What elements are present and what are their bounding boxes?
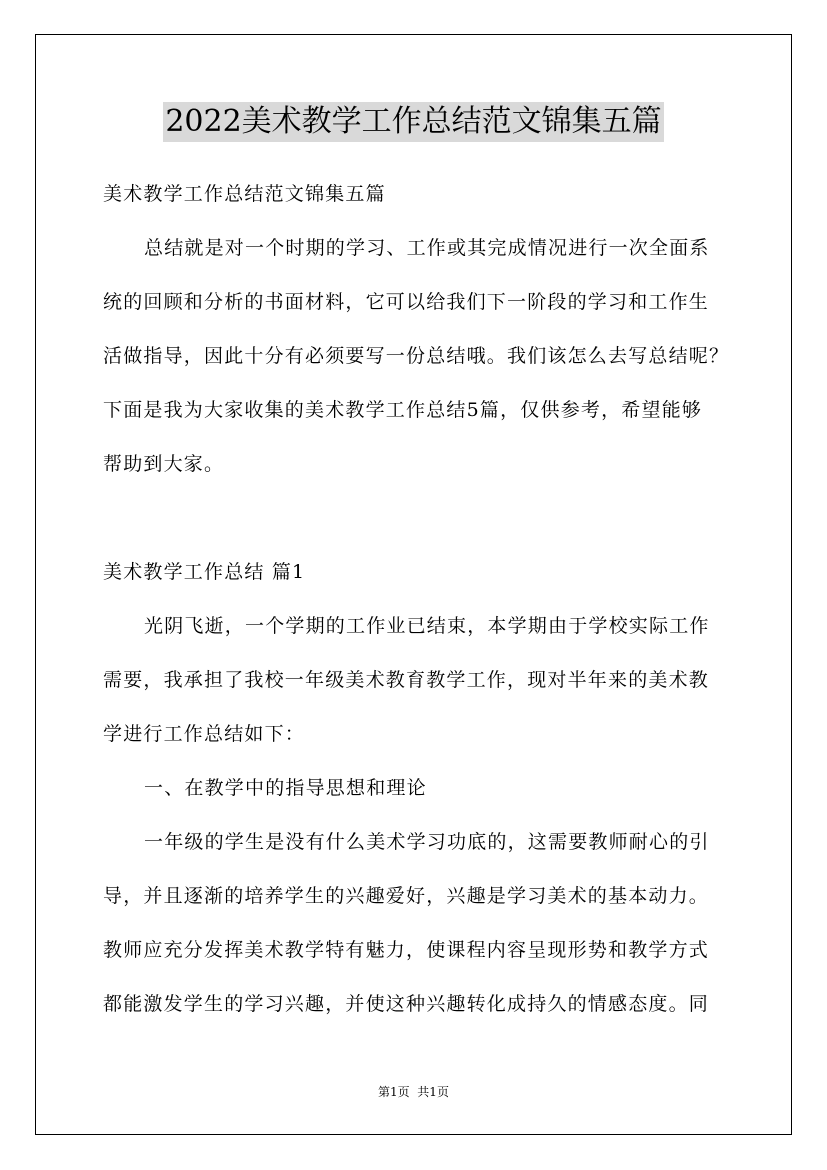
body-line-3: 教师应充分发挥美术教学特有魅力，使课程内容呈现形势和教学方式 — [103, 939, 710, 961]
intro-line-5: 帮助到大家。 — [103, 453, 225, 475]
title-container — [0, 102, 827, 142]
section-heading: 美术教学工作总结 篇1 — [103, 561, 306, 583]
section1-line-1: 光阴飞逝，一个学期的工作业已结束，本学期由于学校实际工作 — [144, 615, 710, 637]
section1-line-2: 需要，我承担了我校一年级美术教育教学工作，现对半年来的美术教 — [103, 669, 710, 691]
page-number-footer: 第1页 共1页 — [378, 1085, 449, 1099]
body-line-1: 一年级的学生是没有什么美术学习功底的，这需要教师耐心的引 — [144, 831, 710, 853]
intro-line-1: 总结就是对一个时期的学习、工作或其完成情况进行一次全面系 — [144, 237, 710, 259]
intro-line-4: 下面是我为大家收集的美术教学工作总结5篇，仅供参考，希望能够 — [103, 399, 703, 421]
section1-line-3: 学进行工作总结如下： — [103, 723, 306, 745]
intro-line-3: 活做指导，因此十分有必须要写一份总结哦。我们该怎么去写总结呢？ — [103, 345, 730, 367]
body-line-4: 都能激发学生的学习兴趣，并使这种兴趣转化成持久的情感态度。同 — [103, 993, 710, 1015]
subheading: 一、在教学中的指导思想和理论 — [144, 777, 427, 799]
body-line-2: 导，并且逐渐的培养学生的兴趣爱好，兴趣是学习美术的基本动力。 — [103, 885, 710, 907]
document-title: 2022美术教学工作总结范文锦集五篇 — [163, 102, 663, 142]
intro-line-2: 统的回顾和分析的书面材料，它可以给我们下一阶段的学习和工作生 — [103, 291, 710, 313]
document-subtitle: 美术教学工作总结范文锦集五篇 — [103, 183, 386, 205]
